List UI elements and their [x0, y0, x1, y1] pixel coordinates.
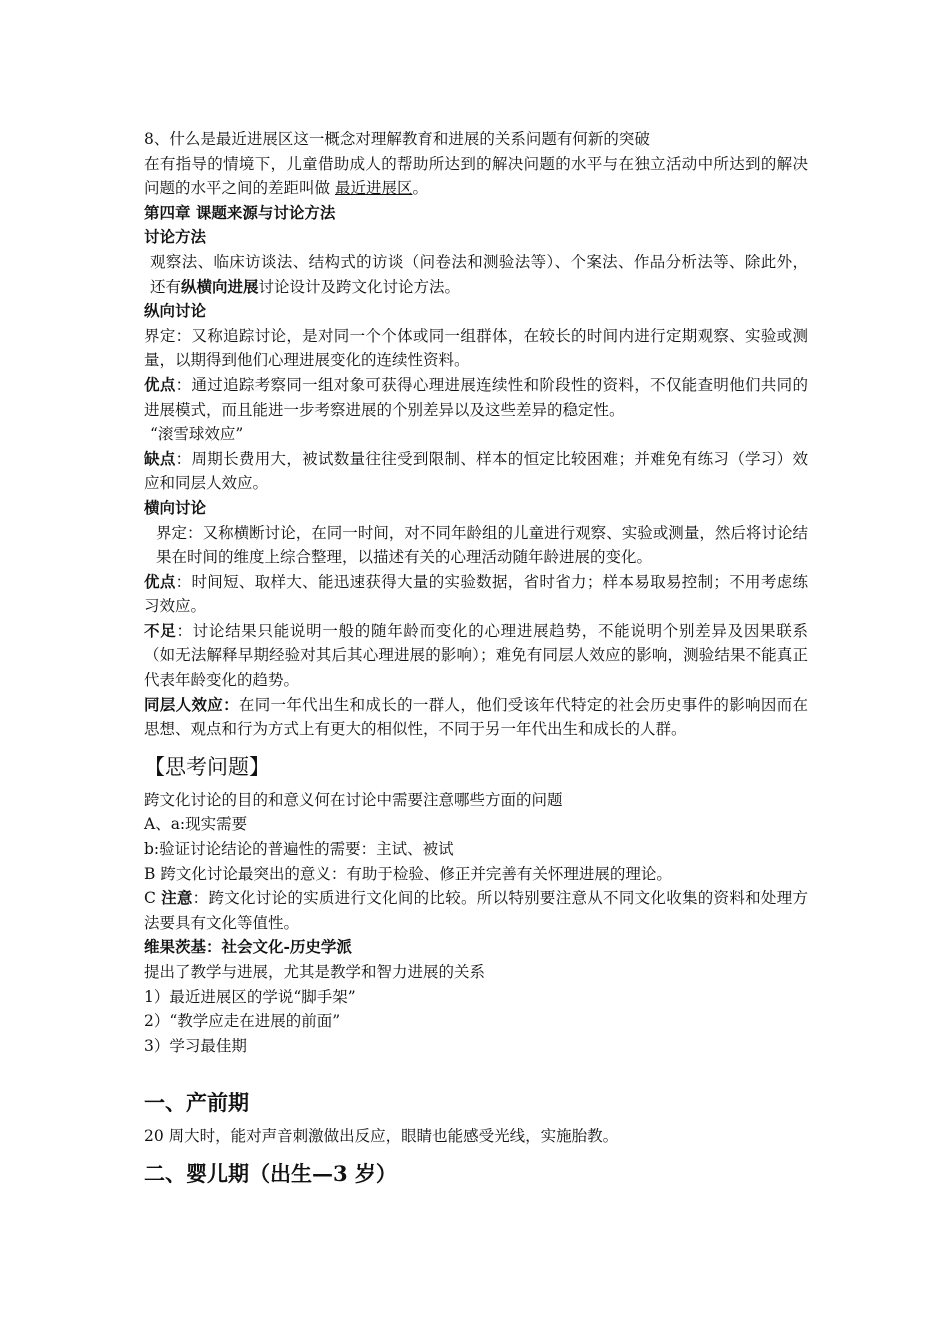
cohort-effect: 同层人效应：在同一年代出生和成长的一群人，他们受该年代特定的社会历史事件的影响因而在思想、观点和行为方式上有更大的相似性，不同于另一年代出生和成长的人群。	[144, 694, 808, 739]
methods-heading: 讨论方法	[144, 227, 207, 247]
zpd-term: 最近进展区	[334, 179, 413, 198]
vygotsky-heading: 维果茨基：社会文化-历史学派	[144, 937, 352, 957]
cross-sectional-advantages: 优点：时间短、取样大、能迅速获得大量的实验数据，省时省力；样本易取易控制；不用考虑练习效应。	[144, 571, 808, 616]
vygotsky-point-1: 1）最近进展区的学说“脚手架”	[144, 987, 356, 1006]
vygotsky-point-3: 3）学习最佳期	[144, 1036, 247, 1055]
think-question: 跨文化讨论的目的和意义何在讨论中需要注意哪些方面的问题	[144, 790, 563, 809]
question-8-title: 8、什么是最近进展区这一概念对理解教育和进展的关系问题有何新的突破	[144, 130, 650, 148]
vygotsky-point-2: 2）“教学应走在进展的前面”	[144, 1012, 341, 1031]
longitudinal-disadvantages: 缺点：周期长费用大，被试数量往往受到限制、样本的恒定比较困难；并难免有练习（学习）效应和同层人效应。	[144, 448, 808, 493]
document-body	[144, 127, 808, 1189]
longitudinal-heading: 纵向讨论	[144, 301, 207, 321]
methods-paragraph: 观察法、临床访谈法、结构式的访谈（问卷法和测验法等）、个案法、作品分析法等、除此外，还有纵横向进展讨论设计及跨文化讨论方法。	[150, 252, 808, 296]
vygotsky-intro: 提出了教学与进展，尤其是教学和智力进展的关系	[144, 963, 486, 981]
answer-b: b:验证讨论结论的普遍性的需要：主试、被试	[144, 840, 454, 859]
longitudinal-advantages: 优点：通过追踪考察同一组对象可获得心理进展连续性和阶段性的资料，不仅能查明他们共同的进展模式，而且能进一步考察进展的个别差异以及这些差异的稳定性。	[144, 374, 808, 419]
chapter-4-title: 第四章 课题来源与讨论方法	[144, 202, 336, 222]
section-prenatal-body: 20 周大时，能对声音刺激做出反应，眼睛也能感受光线，实施胎教。	[144, 1127, 619, 1146]
longitudinal-definition: 界定：又称追踪讨论，是对同一个个体或同一组群体，在较长的时间内进行定期观察、实验或测量，以期得到他们心理进展变化的连续性资料。	[144, 326, 808, 370]
answer-a: A、a:现实需要	[144, 815, 248, 834]
answer-B: B 跨文化讨论最突出的意义：有助于检验、修正并完善有关怀理进展的理论。	[144, 864, 672, 883]
question-8-answer: 在有指导的情境下，儿童借助成人的帮助所达到的解决问题的水平与在独立活动中所达到的解决问题的水平之间的差距叫做 最近进展区。	[144, 154, 808, 198]
answer-C: C 注意：跨文化讨论的实质进行文化间的比较。所以特别要注意从不同文化收集的资料和处理方法要具有文化等值性。	[144, 888, 808, 932]
section-prenatal-heading: 一、产前期	[144, 1090, 249, 1116]
cross-sectional-disadvantages: 不足：讨论结果只能说明一般的随年龄而变化的心理进展趋势，不能说明个别差异及因果联系（如无法解释早期经验对其后其心理进展的影响）；难免有同层人效应的影响，测验结果不能真正代表年龄变化的趋势。	[144, 620, 808, 690]
cross-sectional-heading: 横向讨论	[144, 497, 207, 517]
section-infancy-heading: 二、婴儿期（出生—3 岁）	[144, 1160, 397, 1186]
snowball-effect: “滚雪球效应”	[150, 425, 244, 444]
cross-sectional-definition: 界定：又称横断讨论，在同一时间，对不同年龄组的儿童进行观察、实验或测量，然后将讨论结果在时间的维度上综合整理，以描述有关的心理活动随年龄进展的变化。	[156, 523, 808, 567]
think-questions-heading: 【思考问题】	[144, 754, 270, 779]
